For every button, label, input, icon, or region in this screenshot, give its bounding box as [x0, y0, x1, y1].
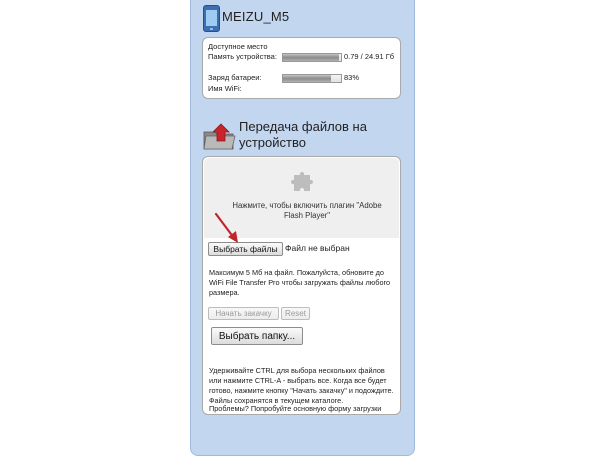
help-text: Удерживайте CTRL для выбора нескольких файлов или нажмите CTRL-A - выбрать все. Когда все будет готово, нажмите кнопку "Начать закачку" и подождите. Файлы сохранятся в текущем каталоге.	[209, 366, 394, 405]
start-upload-button[interactable]: Начать закачку	[208, 307, 279, 320]
choose-folder-button[interactable]: Выбрать папку...	[211, 327, 303, 345]
memory-bar	[282, 53, 342, 62]
reset-button[interactable]: Reset	[281, 307, 310, 320]
upload-header	[203, 118, 413, 156]
battery-label: Заряд батареи:	[208, 73, 262, 82]
file-status: Файл не выбран	[285, 243, 350, 253]
puzzle-plugin-icon	[290, 167, 318, 195]
battery-value: 83%	[344, 73, 360, 82]
memory-label: Память устройства:	[208, 52, 277, 61]
upload-folder-icon	[203, 122, 237, 150]
phone-icon	[203, 5, 220, 32]
free-space-label: Доступное место	[208, 42, 268, 51]
upload-title: Передача файлов на устройство	[239, 119, 367, 150]
red-arrow-annotation	[212, 212, 242, 244]
memory-value: 0.79 / 24.91 Гб	[344, 52, 395, 61]
device-info-box	[202, 37, 401, 99]
battery-bar-fill	[283, 75, 331, 82]
wifi-label: Имя WiFi:	[208, 84, 242, 93]
plugin-text: Нажмите, чтобы включить плагин "Adobe Flash Player"	[232, 201, 382, 220]
choose-files-button[interactable]: Выбрать файлы	[208, 242, 283, 256]
device-name: MEIZU_M5	[222, 9, 290, 24]
memory-bar-fill	[283, 54, 339, 61]
problems-link[interactable]: Проблемы? Попробуйте основную форму загрузки	[209, 404, 382, 413]
battery-bar	[282, 74, 342, 83]
device-header	[203, 4, 413, 34]
upload-box	[202, 156, 401, 415]
max-size-text: Максимум 5 Мб на файл. Пожалуйста, обновите до WiFi File Transfer Pro чтобы загружать файлы любого размера.	[209, 268, 391, 297]
